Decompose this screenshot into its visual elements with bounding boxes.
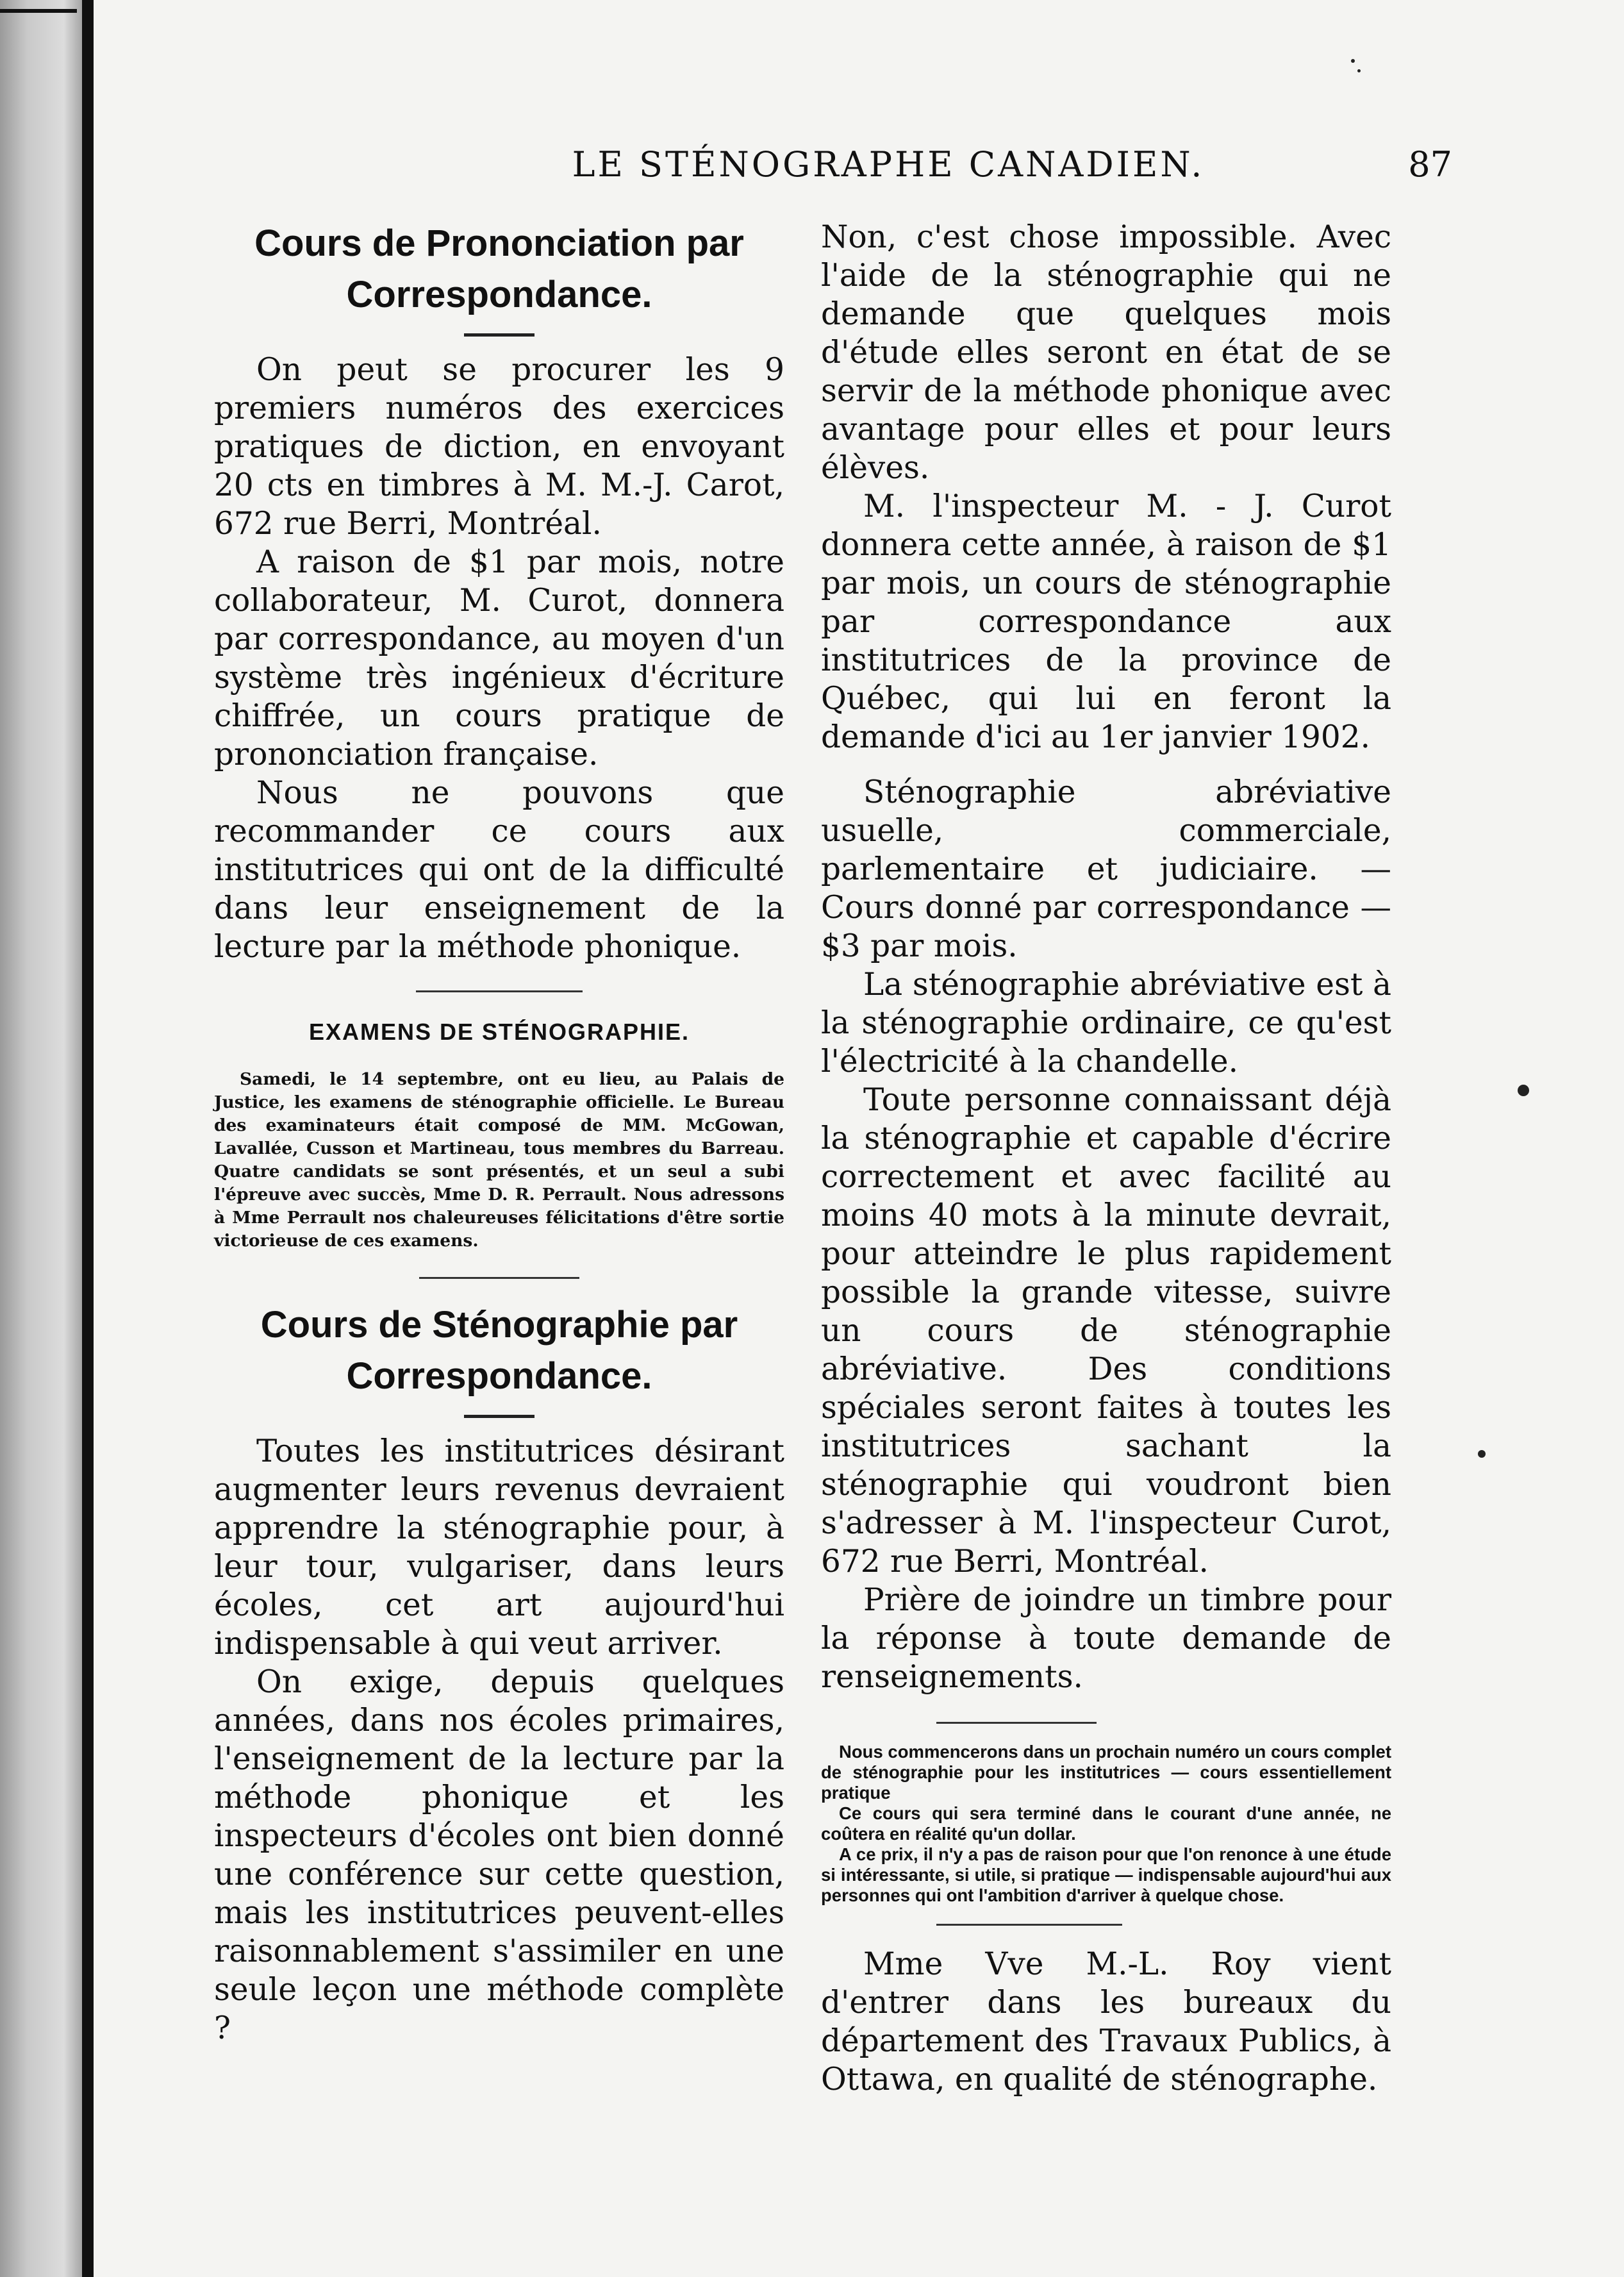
title-line: Cours de Prononciation par: [254, 222, 744, 264]
print-speck: [1351, 59, 1355, 63]
print-speck: [1357, 69, 1361, 72]
note-paragraph: A ce prix, il n'y a pas de raison pour que l'on renonce à une étude si intéressante, si utile, si pratique — indispensable aujourd'hui aux personnes qui ont l'ambition d'arriver à quelque chose.: [821, 1844, 1391, 1905]
paragraph: A raison de $1 par mois, notre collaborateur, M. Curot, donnera par correspondance, au moyen d'un système très ingénieux d'écriture chiffrée, un cours pratique de prononciation française.: [214, 544, 784, 772]
paragraph: M. l'inspecteur M. - J. Curot donnera cette année, à raison de $1 par mois, un cours de sténographie par correspondance aux institutrices de la province de Québec, qui lui en feront la demande d'ici au 1er janvier 1902.: [821, 488, 1391, 755]
right-column: [821, 218, 1391, 2099]
paragraph: Sténographie abréviative usuelle, commerciale, parlementaire et judiciaire. — Cours donné par correspondance — $3 par mois.: [821, 774, 1391, 964]
paragraph: Prière de joindre un timbre pour la réponse à toute demande de renseignements.: [821, 1582, 1391, 1695]
paragraph: Toutes les institutrices désirant augmenter leurs revenus devraient apprendre la sténographie pour, à leur tour, vulgariser, dans leurs écoles, cet art aujourd'hui indispensable à qui veut arriver.: [214, 1433, 784, 1662]
page-number: 87: [1408, 144, 1452, 185]
article-title: [214, 218, 784, 321]
title-line: Cours de Sténographie par: [260, 1304, 738, 1346]
title-dash: [464, 333, 534, 337]
paragraph: Mme Vve M.-L. Roy vient d'entrer dans les bureaux du département des Travaux Publics, à Ottawa, en qualité de sténographe.: [821, 1946, 1391, 2098]
print-speck: [1478, 1450, 1486, 1458]
title-line: Correspondance.: [346, 1355, 652, 1397]
book-binding: [0, 0, 91, 2277]
binding-edge: [82, 0, 94, 2277]
paragraph: On peut se procurer les 9 premiers numéros des exercices pratiques de diction, en envoyant 20 cts en timbres à M. M.-J. Carot, 672 rue Berri, Montréal.: [214, 352, 784, 542]
divider: [936, 1924, 1122, 1926]
title-line: Correspondance.: [346, 274, 652, 315]
note-paragraph: Nous commencerons dans un prochain numéro un cours complet de sténographie pour les institutrices — cours essentiellement pratique: [821, 1742, 1391, 1803]
announcement-note: [821, 1742, 1391, 1906]
print-speck: [1518, 1085, 1529, 1096]
paragraph: Toute personne connaissant déjà la sténographie et capable d'écrire correctement et avec facilité au moins 40 mots à la minute devrait, pour atteindre le plus rapidement possible la grande vitesse, suivre un cours de sténographie abréviative. Des conditions spéciales seront faites à toutes les institutrices sachant la sténographie qui voudront bien s'adresser à M. l'inspecteur Curot, 672 rue Berri, Montréal.: [821, 1082, 1391, 1580]
divider: [416, 990, 583, 992]
exam-heading: EXAMENS DE STÉNOGRAPHIE.: [308, 1019, 690, 1045]
spacer: [821, 756, 1391, 773]
binding-mark: [0, 9, 77, 13]
note-paragraph: Ce cours qui sera terminé dans le courant d'une année, ne coûtera en réalité qu'un dollar.: [821, 1803, 1391, 1844]
divider: [936, 1722, 1097, 1724]
paragraph: La sténographie abréviative est à la sténographie ordinaire, ce qu'est l'électricité à la chandelle.: [821, 967, 1391, 1080]
article-title: [214, 1299, 784, 1402]
exam-notice: [214, 1068, 784, 1253]
divider: [419, 1277, 579, 1279]
exam-text: Samedi, le 14 septembre, ont eu lieu, au Palais de Justice, les examens de sténographie officielle. Le Bureau des examinateurs était composé de MM. McGowan, Lavallée, Cusson et Martineau, tous membres du Barreau. Quatre candidats se sont présentés, et un seul a subi l'épreuve avec succès, Mme D. R. Perrault. Nous adressons à Mme Perrault nos chaleureuses félicitations d'être sortie victorieuse de ces examens.: [214, 1069, 784, 1251]
left-column: [214, 218, 784, 2048]
paragraph: Nous ne pouvons que recommander ce cours aux institutrices qui ont de la difficulté dans leur enseignement de la lecture par la méthode phonique.: [214, 775, 784, 965]
paragraph: On exige, depuis quelques années, dans nos écoles primaires, l'enseignement de la lecture par la méthode phonique et les inspecteurs d'écoles ont bien donné une conférence sur cette question, mais les institutrices peuvent-elles raisonnablement s'assimiler en une seule leçon une méthode complète ?: [214, 1664, 784, 2046]
title-dash: [464, 1415, 534, 1418]
page: [94, 0, 1624, 2277]
paragraph: Non, c'est chose impossible. Avec l'aide de la sténographie qui ne demande que quelques mois d'étude elles seront en état de se servir de la méthode phonique avec avantage pour elles et pour leurs élèves.: [821, 219, 1391, 486]
running-head: LE STÉNOGRAPHE CANADIEN.: [572, 144, 1205, 185]
